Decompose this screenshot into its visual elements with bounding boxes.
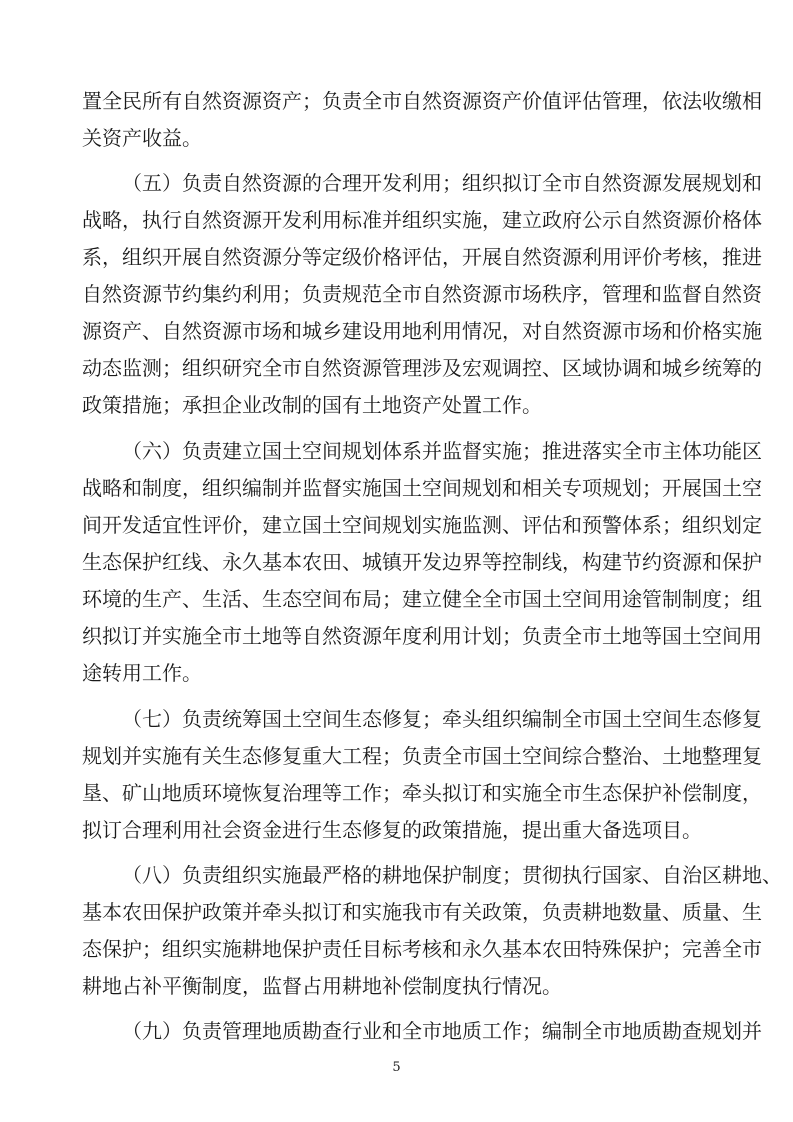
text-line: （七）负责统筹国土空间生态修复；牵头组织编制全市国土空间生态修复 — [122, 707, 762, 731]
text-line: 关资产收益。 — [82, 126, 202, 150]
text-line: 耕地占补平衡制度，监督占用耕地补偿制度执行情况。 — [82, 974, 562, 998]
text-line: 置全民所有自然资源资产；负责全市自然资源资产价值评估管理，依法收缴相 — [82, 89, 762, 113]
text-line: 态保护；组织实施耕地保护责任目标考核和永久基本农田特殊保护；完善全市 — [82, 937, 762, 961]
text-line: 垦、矿山地质环境恢复治理等工作；牵头拟订和实施全市生态保护补偿制度， — [82, 781, 762, 805]
text-line: 源资产、自然资源市场和城乡建设用地利用情况，对自然资源市场和价格实施 — [82, 319, 762, 343]
text-line: （八）负责组织实施最严格的耕地保护制度；贯彻执行国家、自治区耕地、 — [122, 863, 782, 887]
text-line: 战略，执行自然资源开发利用标准并组织实施，建立政府公示自然资源价格体 — [82, 208, 762, 232]
text-line: 间开发适宜性评价，建立国土空间规划实施监测、评估和预警体系；组织划定 — [82, 513, 762, 537]
text-line: 动态监测；组织研究全市自然资源管理涉及宏观调控、区域协调和城乡统筹的 — [82, 356, 762, 380]
text-line: 拟订合理利用社会资金进行生态修复的政策措施，提出重大备选项目。 — [82, 818, 702, 842]
text-line: 基本农田保护政策并牵头拟订和实施我市有关政策，负责耕地数量、质量、生 — [82, 900, 762, 924]
text-line: （五）负责自然资源的合理开发利用；组织拟订全市自然资源发展规划和 — [122, 171, 762, 195]
text-line: 自然资源节约集约利用；负责规范全市自然资源市场秩序，管理和监督自然资 — [82, 282, 762, 306]
text-line: 生态保护红线、永久基本农田、城镇开发边界等控制线，构建节约资源和保护 — [82, 550, 762, 574]
text-line: 途转用工作。 — [82, 661, 202, 685]
page-number: 5 — [392, 1060, 401, 1075]
text-line: 规划并实施有关生态修复重大工程；负责全市国土空间综合整治、土地整理复 — [82, 744, 762, 768]
text-line: 系，组织开展自然资源分等定级价格评估，开展自然资源利用评价考核，推进 — [82, 245, 762, 269]
text-line: 环境的生产、生活、生态空间布局；建立健全全市国土空间用途管制制度；组 — [82, 587, 762, 611]
text-line: 政策措施；承担企业改制的国有土地资产处置工作。 — [82, 393, 542, 417]
text-line: （九）负责管理地质勘查行业和全市地质工作；编制全市地质勘查规划并 — [122, 1019, 762, 1043]
text-line: 战略和制度，组织编制并监督实施国土空间规划和相关专项规划；开展国土空 — [82, 476, 762, 500]
text-line: 织拟订并实施全市土地等自然资源年度利用计划；负责全市土地等国土空间用 — [82, 624, 762, 648]
text-line: （六）负责建立国土空间规划体系并监督实施；推进落实全市主体功能区 — [122, 439, 762, 463]
